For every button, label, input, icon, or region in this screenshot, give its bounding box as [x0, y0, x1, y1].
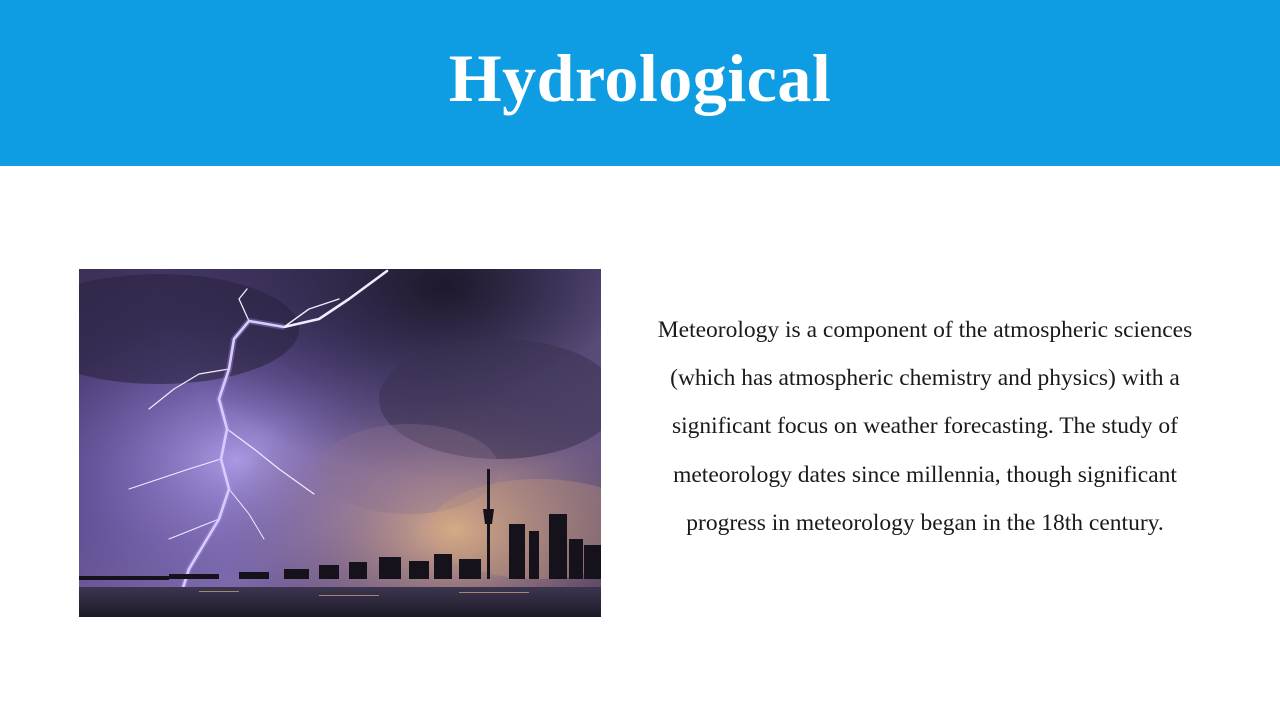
slide-title: Hydrological — [448, 39, 832, 116]
lightning-city-photo — [79, 269, 601, 617]
title-banner — [0, 0, 1280, 166]
slide-body-text: Meteorology is a component of the atmospheric sciences (which has atmospheric chemistry and physics) with a significant focus on weather forecasting. The study of meteorology dates since millennia, though significant progress in meteorology began in the 18th century. — [657, 317, 1193, 536]
